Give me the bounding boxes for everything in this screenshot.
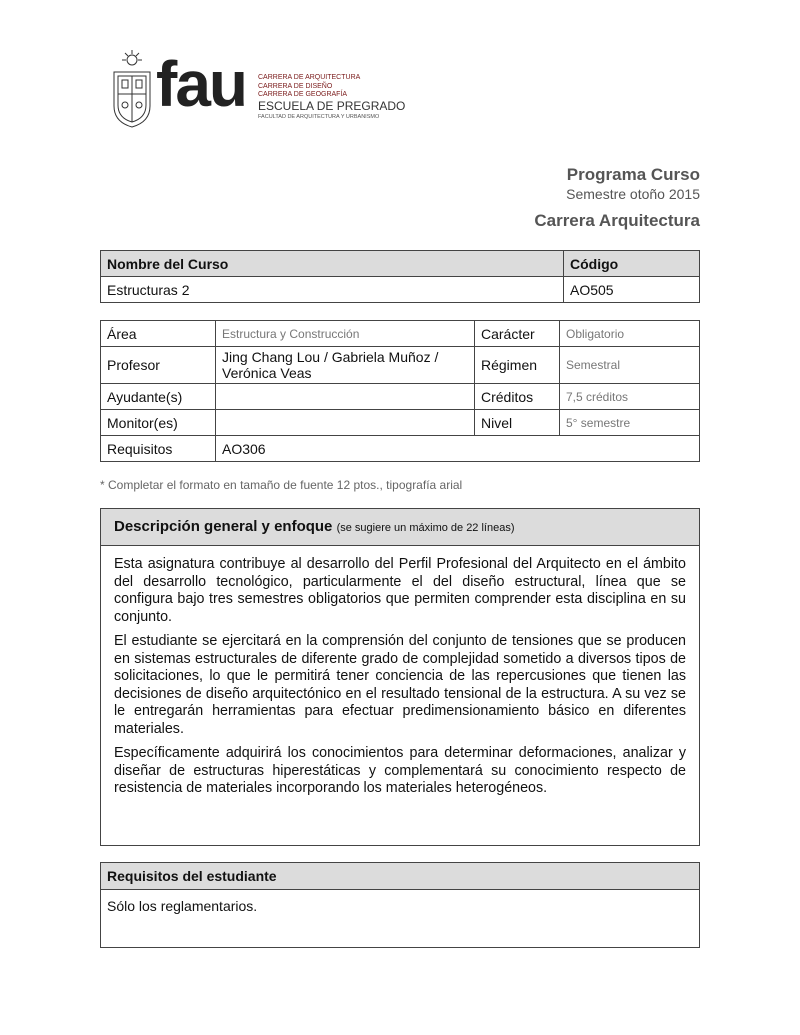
- caracter-label: Carácter: [475, 321, 560, 347]
- description-paragraph: Esta asignatura contribuye al desarrollo del Perfil Profesional del Arquitecto en el ámbito del desarrollo tecnológico, particularmente el del diseño estructural, línea que se configura bajo tres semestres obligatorios que permiten comprender esta disciplina en su conjunto.: [114, 556, 686, 625]
- description-body: [101, 546, 699, 798]
- caracter-value: Obligatorio: [560, 321, 700, 347]
- nivel-value: 5° semestre: [560, 410, 700, 436]
- faculty-name: FACULTAD DE ARQUITECTURA Y URBANISMO: [258, 114, 380, 120]
- program-semester: Semestre otoño 2015: [566, 186, 700, 202]
- details-table: [100, 320, 700, 462]
- area-value: Estructura y Construcción: [216, 321, 475, 347]
- course-name: Estructuras 2: [101, 277, 564, 303]
- ayudante-value: [216, 384, 475, 410]
- regimen-label: Régimen: [475, 347, 560, 384]
- description-title: Descripción general y enfoque: [114, 518, 333, 535]
- description-header: [101, 509, 699, 546]
- description-subtitle: (se sugiere un máximo de 22 líneas): [336, 522, 515, 534]
- career-geography: CARRERA DE GEOGRAFÍA: [258, 91, 348, 98]
- program-title: Programa Curso: [566, 165, 700, 184]
- details-row-profesor: [101, 347, 700, 384]
- details-row-requisitos: [101, 436, 700, 462]
- requirements-section: [100, 862, 700, 948]
- ayudante-label: Ayudante(s): [101, 384, 216, 410]
- course-name-label: Nombre del Curso: [101, 251, 564, 277]
- program-career: Carrera Arquitectura: [534, 211, 700, 230]
- careers-list: [258, 74, 360, 100]
- area-label: Área: [101, 321, 216, 347]
- regimen-value: Semestral: [560, 347, 700, 384]
- course-code: AO505: [564, 277, 700, 303]
- profesor-value: Jing Chang Lou / Gabriela Muñoz / Verónica Veas: [216, 347, 475, 384]
- description-section: [100, 508, 700, 846]
- requirements-title: Requisitos del estudiante: [101, 863, 699, 890]
- monitor-label: Monitor(es): [101, 410, 216, 436]
- school-name: ESCUELA DE PREGRADO: [258, 99, 406, 113]
- course-table-row: [101, 277, 700, 303]
- requisitos-label: Requisitos: [101, 436, 216, 462]
- creditos-label: Créditos: [475, 384, 560, 410]
- course-table: [100, 250, 700, 303]
- requisitos-value: AO306: [216, 436, 700, 462]
- nivel-label: Nivel: [475, 410, 560, 436]
- details-row-monitor: [101, 410, 700, 436]
- description-paragraph: Específicamente adquirirá los conocimientos para determinar deformaciones, analizar y diseñar de estructuras hiperestáticas y complementará su conocimiento respecto de resistencia de materiales incorporando los materiales heterogéneos.: [114, 745, 686, 796]
- creditos-value: 7,5 créditos: [560, 384, 700, 410]
- career-architecture: CARRERA DE ARQUITECTURA: [258, 74, 361, 81]
- requirements-text: Sólo los reglamentarios.: [107, 898, 258, 914]
- details-row-area: [101, 321, 700, 347]
- monitor-value: [216, 410, 475, 436]
- format-note: * Completar el formato en tamaño de fuente 12 ptos., tipografía arial: [100, 478, 463, 492]
- institution-header: [110, 50, 410, 130]
- profesor-label: Profesor: [101, 347, 216, 384]
- fau-logo: fau: [156, 48, 246, 120]
- description-paragraph: El estudiante se ejercitará en la comprensión del conjunto de tensiones que se producen en sistemas estructurales de diferente grado de complejidad sometido a diversos tipos de solicitaciones, lo que le permitirá tener conciencia de las repercusiones que tienen las decisiones de diseño arquitectónico en el resultado tensional de la estructura. A su vez se le entregarán herramientas para efectuar predimensionamiento básico en diferentes materiales.: [114, 633, 686, 737]
- university-seal-icon: [110, 50, 154, 128]
- course-table-header: [101, 251, 700, 277]
- career-design: CARRERA DE DISEÑO: [258, 82, 333, 90]
- details-row-ayudante: [101, 384, 700, 410]
- course-code-label: Código: [564, 251, 700, 277]
